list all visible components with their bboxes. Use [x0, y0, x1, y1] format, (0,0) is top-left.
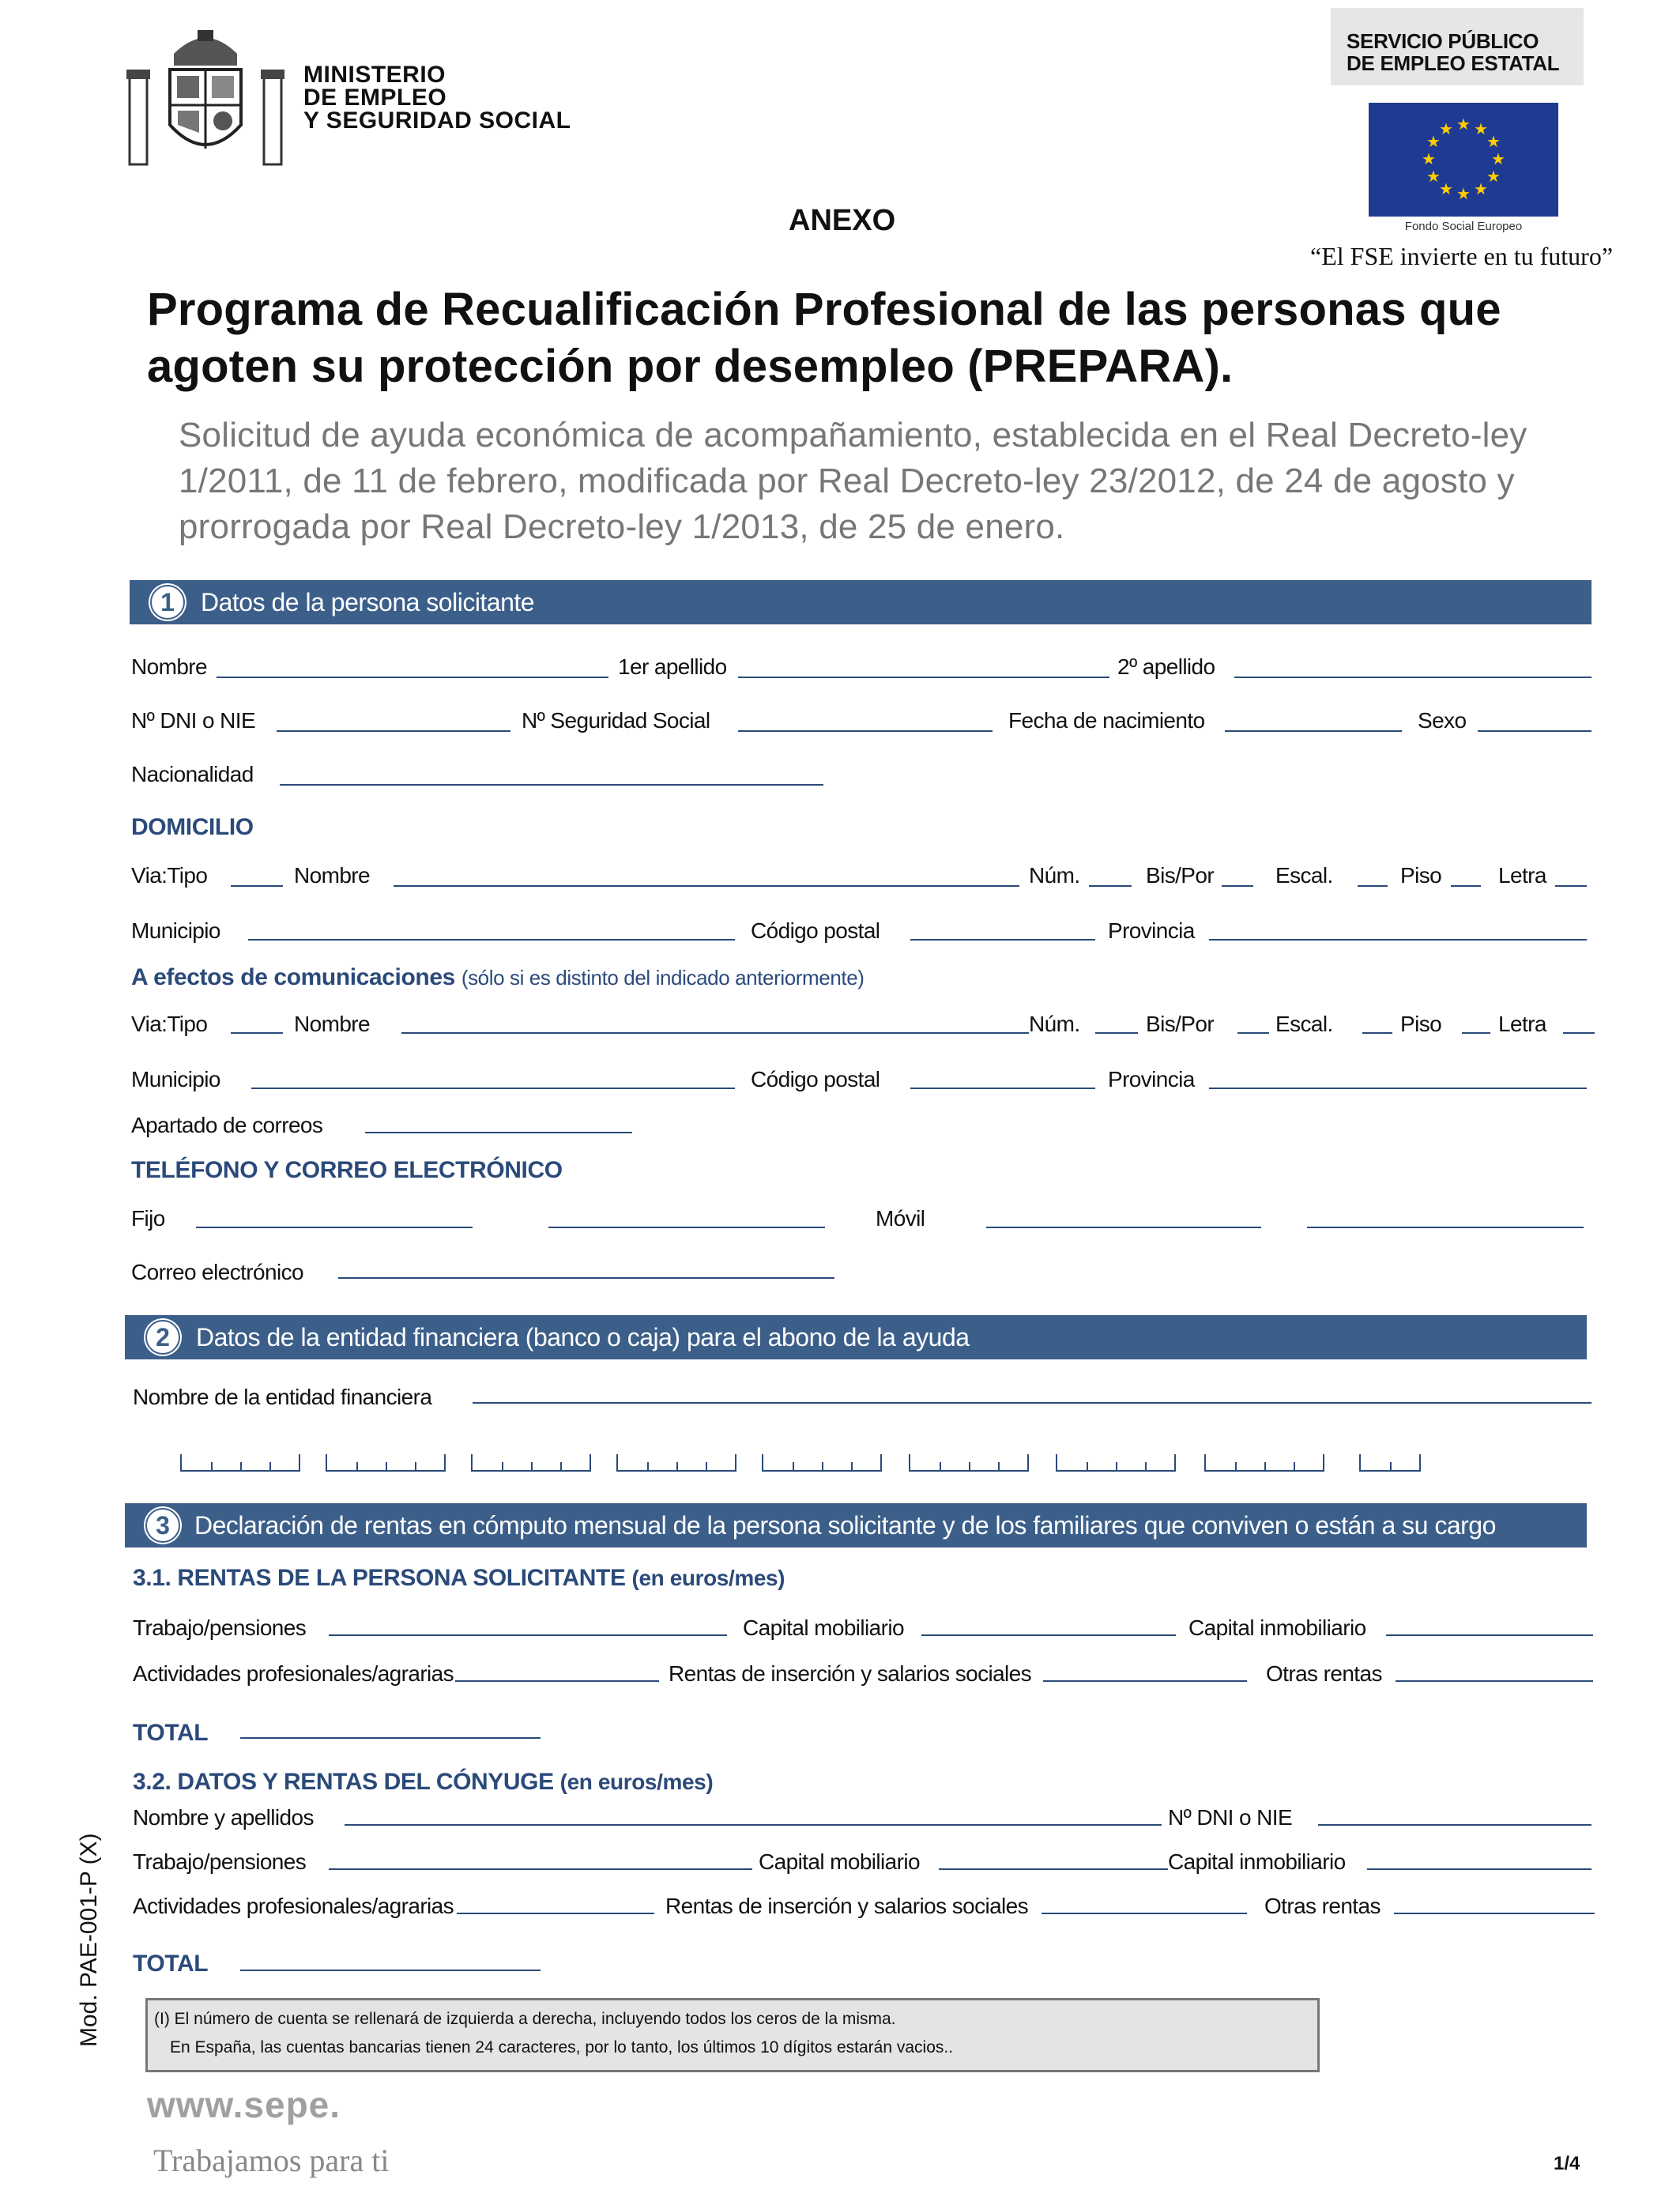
label-nacionalidad: Nacionalidad	[131, 762, 254, 786]
label-conyuge-dni: Nº DNI o NIE	[1168, 1805, 1293, 1830]
digit-divider	[940, 1462, 941, 1470]
svg-text:★: ★	[1456, 115, 1471, 134]
label-bis: Bis/Por	[1146, 863, 1215, 888]
page-subtitle: Solicitud de ayuda económica de acompañamiento, establecida en el Real Decreto-ley 1/2011, de 11 de febrero, modificada por Real Decreto-ley 23/2012, de 24 de agosto y prorrogada por Real Decreto-ley 1/2013, de 25 de enero.	[179, 416, 1527, 546]
label-otras-rentas-2: Otras rentas	[1264, 1894, 1381, 1918]
svg-text:★: ★	[1422, 149, 1436, 168]
label-dni: Nº DNI o NIE	[131, 708, 256, 733]
label-fecha-nacimiento: Fecha de nacimiento	[1008, 708, 1205, 733]
section-title: Datos de la entidad financiera (banco o caja) para el abono de la ayuda	[196, 1323, 970, 1351]
account-number-group[interactable]	[616, 1454, 736, 1472]
label-num: Núm.	[1029, 863, 1080, 888]
field-correo[interactable]	[338, 1277, 834, 1279]
svg-text:★: ★	[1491, 149, 1505, 168]
label-entidad: Nombre de la entidad financiera	[133, 1385, 432, 1409]
label-num-2: Núm.	[1029, 1012, 1080, 1036]
svg-text:★: ★	[1486, 167, 1501, 186]
field-municipio[interactable]	[248, 939, 735, 941]
field-conyuge-dni[interactable]	[1318, 1824, 1591, 1826]
label-rentas-insercion-2: Rentas de inserción y salarios sociales	[665, 1894, 1029, 1918]
label-capital-inmobiliario-2: Capital inmobiliario	[1168, 1849, 1346, 1874]
field-provincia[interactable]	[1209, 939, 1587, 941]
section-1-header	[130, 580, 1591, 624]
digit-divider	[531, 1462, 533, 1470]
label-via-tipo-2: Via:Tipo	[131, 1012, 208, 1036]
domicilio-heading: DOMICILIO	[131, 814, 254, 840]
conyuge-heading: 3.2. DATOS Y RENTAS DEL CÓNYUGE (en euros/mes)	[133, 1769, 714, 1795]
section-number: 3	[145, 1508, 180, 1543]
field-nss[interactable]	[738, 730, 993, 732]
label-letra-2: Letra	[1498, 1012, 1546, 1036]
label-via-nombre: Nombre	[294, 863, 370, 888]
field-trabajo[interactable]	[329, 1634, 727, 1636]
digit-divider	[822, 1462, 823, 1470]
digit-divider	[793, 1462, 794, 1470]
label-nombre: Nombre	[131, 654, 207, 679]
comunicaciones-heading: A efectos de comunicaciones (sólo si es distinto del indicado anteriormente)	[131, 964, 864, 990]
total-label: TOTAL	[133, 1720, 209, 1746]
field-via-tipo[interactable]	[231, 885, 283, 887]
account-number-group[interactable]	[909, 1454, 1029, 1472]
field-capital-inmobiliario[interactable]	[1386, 1634, 1593, 1636]
label-via-nombre-2: Nombre	[294, 1012, 370, 1036]
label-nss: Nº Seguridad Social	[522, 708, 710, 733]
account-number-group[interactable]	[180, 1454, 300, 1472]
label-escal: Escal.	[1275, 863, 1333, 888]
model-code: Mod. PAE-001-P (X)	[76, 1833, 102, 2047]
svg-text:★: ★	[1486, 132, 1501, 151]
field-provincia-2[interactable]	[1209, 1088, 1587, 1089]
eu-flag-icon	[1369, 103, 1558, 217]
label-trabajo: Trabajo/pensiones	[133, 1615, 307, 1640]
label-via-tipo: Via:Tipo	[131, 863, 208, 888]
digit-divider	[356, 1462, 358, 1470]
field-actividades[interactable]	[455, 1680, 659, 1682]
label-trabajo-2: Trabajo/pensiones	[133, 1849, 307, 1874]
section-number: 2	[145, 1320, 180, 1355]
field-rentas-insercion-2[interactable]	[1042, 1913, 1247, 1914]
digit-divider	[1116, 1462, 1117, 1470]
account-number-group[interactable]	[1056, 1454, 1176, 1472]
field-apellido1[interactable]	[738, 677, 1109, 678]
label-movil: Móvil	[876, 1206, 925, 1231]
field-capital-inmobiliario-2[interactable]	[1367, 1868, 1591, 1870]
field-num[interactable]	[1089, 885, 1132, 887]
digit-divider	[1264, 1462, 1266, 1470]
label-letra: Letra	[1498, 863, 1546, 888]
label-municipio-2: Municipio	[131, 1067, 220, 1091]
field-letra[interactable]	[1555, 885, 1587, 887]
field-otras-rentas[interactable]	[1396, 1680, 1593, 1682]
account-note-box	[145, 1998, 1320, 2072]
coat-of-arms-logo	[126, 22, 284, 172]
digit-divider	[269, 1462, 271, 1470]
label-escal-2: Escal.	[1275, 1012, 1333, 1036]
account-number-group[interactable]	[326, 1454, 446, 1472]
section-title: Datos de la persona solicitante	[201, 588, 535, 616]
digit-divider	[1087, 1462, 1088, 1470]
field-fijo-1[interactable]	[196, 1227, 473, 1228]
rentas-solicitante-heading: 3.1. RENTAS DE LA PERSONA SOLICITANTE (en euros/mes)	[133, 1565, 785, 1591]
fse-label: Fondo Social Europeo	[1404, 220, 1523, 233]
label-capital-mobiliario-2: Capital mobiliario	[759, 1849, 920, 1874]
label-sexo: Sexo	[1418, 708, 1467, 733]
label-correo: Correo electrónico	[131, 1260, 303, 1284]
digit-divider	[676, 1462, 678, 1470]
field-codigo-postal[interactable]	[910, 939, 1095, 941]
field-nacionalidad[interactable]	[280, 784, 823, 786]
field-movil-1[interactable]	[986, 1227, 1261, 1228]
account-number-group[interactable]	[471, 1454, 591, 1472]
label-apellido1: 1er apellido	[618, 654, 727, 679]
label-municipio: Municipio	[131, 918, 220, 943]
field-codigo-postal-2[interactable]	[910, 1088, 1095, 1089]
account-number-group[interactable]	[1359, 1454, 1421, 1472]
svg-text:★: ★	[1426, 132, 1441, 151]
telefono-heading: TELÉFONO Y CORREO ELECTRÓNICO	[131, 1157, 563, 1183]
anexo-heading: ANEXO	[789, 204, 896, 237]
svg-text:★: ★	[1439, 179, 1453, 198]
digit-divider	[969, 1462, 970, 1470]
field-apartado-correos[interactable]	[365, 1132, 632, 1133]
field-via-tipo-2[interactable]	[231, 1032, 283, 1034]
field-otras-rentas-2[interactable]	[1394, 1913, 1595, 1914]
field-piso-2[interactable]	[1462, 1032, 1490, 1034]
label-codigo-postal: Código postal	[751, 918, 880, 943]
label-capital-mobiliario: Capital mobiliario	[743, 1615, 904, 1640]
field-rentas-insercion[interactable]	[1043, 1680, 1247, 1682]
digit-divider	[415, 1462, 416, 1470]
field-bis-2[interactable]	[1237, 1032, 1269, 1034]
svg-text:★: ★	[1474, 179, 1488, 198]
section-title: Declaración de rentas en cómputo mensual de la persona solicitante y de los familiares que conviven o están a su cargo	[194, 1511, 1496, 1540]
total-label-2: TOTAL	[133, 1951, 209, 1977]
digit-divider	[647, 1462, 649, 1470]
field-actividades-2[interactable]	[457, 1913, 654, 1914]
field-via-nombre[interactable]	[394, 885, 1019, 887]
digit-divider	[1390, 1462, 1392, 1470]
ministry-name: MINISTERIO DE EMPLEO Y SEGURIDAD SOCIAL	[303, 62, 571, 134]
label-otras-rentas: Otras rentas	[1266, 1661, 1382, 1686]
label-rentas-insercion: Rentas de inserción y salarios sociales	[669, 1661, 1032, 1686]
label-capital-inmobiliario: Capital inmobiliario	[1188, 1615, 1366, 1640]
svg-text:★: ★	[1456, 184, 1471, 203]
digit-divider	[240, 1462, 242, 1470]
field-nombre-apellidos[interactable]	[345, 1824, 1162, 1826]
digit-divider	[1235, 1462, 1237, 1470]
digit-divider	[1294, 1462, 1295, 1470]
field-municipio-2[interactable]	[251, 1088, 735, 1089]
field-fijo-2[interactable]	[548, 1227, 825, 1228]
field-capital-mobiliario[interactable]	[921, 1634, 1176, 1636]
field-letra-2[interactable]	[1563, 1032, 1595, 1034]
field-num-2[interactable]	[1095, 1032, 1138, 1034]
section-3-header	[125, 1503, 1587, 1547]
svg-text:★: ★	[1474, 119, 1488, 138]
field-bis[interactable]	[1222, 885, 1253, 887]
page-title: Programa de Recualificación Profesional de las personas que agoten su protección por desempleo (PREPARA).	[147, 284, 1501, 392]
label-bis-2: Bis/Por	[1146, 1012, 1215, 1036]
field-entidad[interactable]	[473, 1402, 1591, 1404]
field-fecha-nacimiento[interactable]	[1225, 730, 1402, 732]
field-nombre[interactable]	[217, 677, 608, 678]
field-apellido2[interactable]	[1234, 677, 1591, 678]
account-number-group[interactable]	[762, 1454, 882, 1472]
field-trabajo-2[interactable]	[329, 1868, 752, 1870]
account-number-group[interactable]	[1204, 1454, 1324, 1472]
digit-divider	[560, 1462, 562, 1470]
field-escal[interactable]	[1358, 885, 1388, 887]
label-codigo-postal-2: Código postal	[751, 1067, 880, 1091]
digit-divider	[1145, 1462, 1147, 1470]
digit-divider	[851, 1462, 853, 1470]
field-dni[interactable]	[277, 730, 510, 732]
page-number: 1/4	[1554, 2153, 1580, 2174]
label-fijo: Fijo	[131, 1206, 165, 1231]
label-nombre-apellidos: Nombre y apellidos	[133, 1805, 314, 1830]
field-total-2[interactable]	[240, 1970, 541, 1971]
field-capital-mobiliario-2[interactable]	[939, 1868, 1168, 1870]
digit-divider	[998, 1462, 1000, 1470]
field-total[interactable]	[240, 1737, 541, 1739]
digit-divider	[706, 1462, 707, 1470]
field-sexo[interactable]	[1478, 730, 1591, 732]
field-via-nombre-2[interactable]	[401, 1032, 1029, 1034]
section-number: 1	[150, 585, 185, 620]
label-apellido2: 2º apellido	[1117, 654, 1215, 679]
field-piso[interactable]	[1451, 885, 1481, 887]
tagline: Trabajamos para ti	[153, 2143, 390, 2178]
label-provincia: Provincia	[1108, 918, 1195, 943]
account-note-line-2: En España, las cuentas bancarias tienen 24 caracteres, por lo tanto, los últimos 10 dígitos estarán vacios..	[170, 2038, 954, 2056]
website-text: www.sepe.	[147, 2084, 341, 2125]
sepe-name: SERVICIO PÚBLICO DE EMPLEO ESTATAL	[1347, 29, 1560, 75]
label-provincia-2: Provincia	[1108, 1067, 1195, 1091]
svg-text:★: ★	[1439, 119, 1453, 138]
account-note-line-1: (I) El número de cuenta se rellenará de izquierda a derecha, incluyendo todos los ceros de la misma.	[154, 2010, 896, 2028]
label-piso: Piso	[1400, 863, 1442, 888]
fse-motto: “El FSE invierte en tu futuro”	[1310, 242, 1614, 270]
label-piso-2: Piso	[1400, 1012, 1442, 1036]
digit-divider	[502, 1462, 503, 1470]
section-2-header	[125, 1315, 1587, 1359]
label-apartado-correos: Apartado de correos	[131, 1113, 323, 1137]
label-actividades-2: Actividades profesionales/agrarias	[133, 1894, 454, 1918]
label-actividades: Actividades profesionales/agrarias	[133, 1661, 454, 1686]
field-escal-2[interactable]	[1362, 1032, 1392, 1034]
digit-divider	[211, 1462, 213, 1470]
digit-divider	[386, 1462, 387, 1470]
field-movil-2[interactable]	[1307, 1227, 1584, 1228]
svg-text:★: ★	[1426, 167, 1441, 186]
